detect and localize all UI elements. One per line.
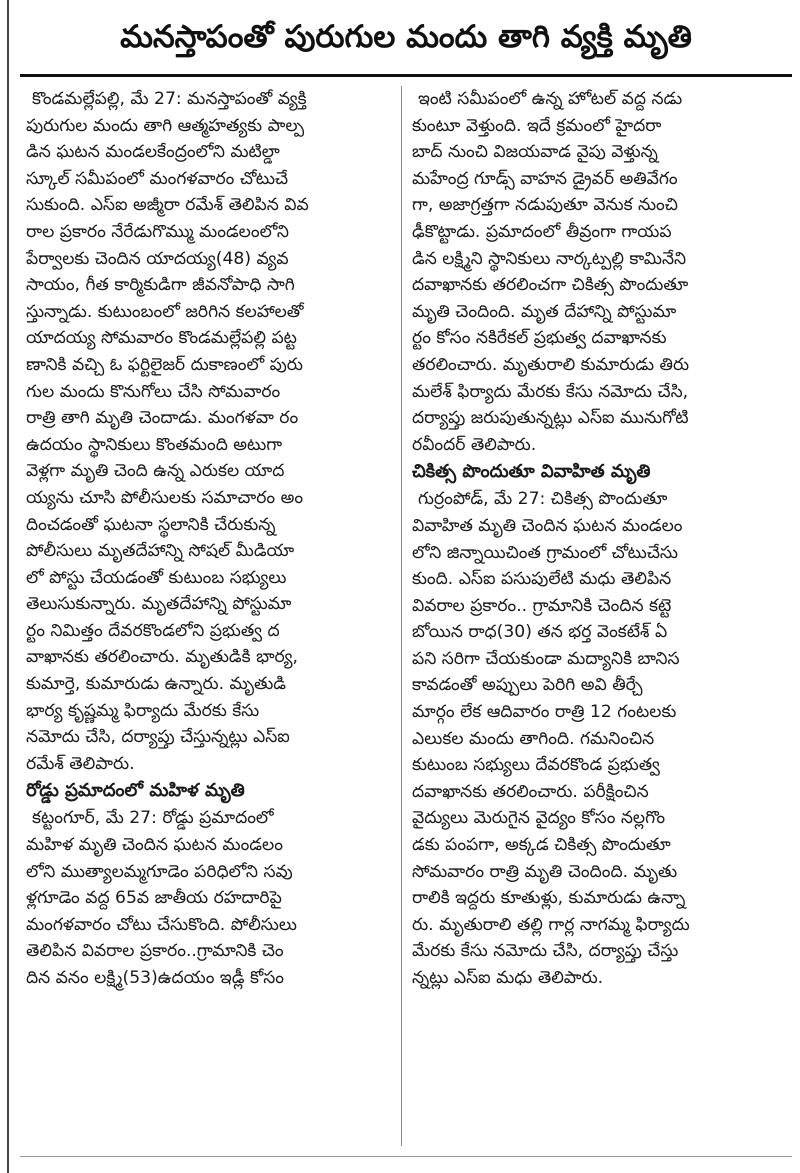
text-line: రు. మృతురాలి తల్లి గార్ల నాగమ్మ ఫిర్యాదు bbox=[412, 914, 690, 935]
headline-rule bbox=[20, 74, 792, 77]
text-line: దిన వనం లక్ష్మి(53)ఉదయం ఇడ్లీ కోసం bbox=[26, 968, 284, 988]
text-line: మృతి చెందింది. మృత దేహాన్ని పోస్టుమా bbox=[412, 301, 677, 322]
text-line: డిన లక్ష్మిని స్థానికులు నార్కట్పల్లి కామినేని bbox=[412, 248, 687, 269]
text-line: కుంటూ వెళ్తుంది. ఇదే క్రమంలో హైదరా bbox=[412, 115, 662, 136]
text-line: లో పోస్టు చేయడంతో కుటుంబ సభ్యులు bbox=[26, 567, 287, 588]
text-line: తెలిపిన వివరాల ప్రకారం..గ్రామానికి చెం bbox=[26, 941, 284, 962]
bottom-rule bbox=[20, 1156, 792, 1157]
text-line: పురుగుల మందు తాగి ఆత్మహత్యకు పాల్ప bbox=[26, 115, 305, 136]
text-line: యాదయ్య సోమవారం కొండమల్లేపల్లి పట్ట bbox=[26, 328, 297, 349]
text-line: ఢీకొట్టాడు. ప్రమాదంలో తీవ్రంగా గాయప bbox=[412, 221, 672, 242]
text-line: కుంది. ఎస్ఐ పసుపులేటి మధు తెలిపిన bbox=[412, 569, 672, 590]
text-line: ర్టం నిమిత్తం దేవరకొండలోని ప్రభుత్వ ద bbox=[26, 620, 280, 641]
text-line: వివాహిత మృతి చెందిన ఘటన మండలం bbox=[412, 515, 683, 536]
text-line: మేరకు కేసు నమోదు చేసి, దర్యాప్తు చేస్తు bbox=[412, 941, 679, 962]
text-line: డిన ఘటన మండలకేంద్రంలోని మటిల్డా bbox=[26, 142, 280, 163]
text-line: సోమవారం రాత్రి మృతి చెందింది. మృతు bbox=[412, 861, 678, 882]
text-line: దవాఖానకు తరలించారు. పరీక్షించిన bbox=[412, 781, 649, 802]
text-line: ఎలుకల మందు తాగింది. గమనించిన bbox=[412, 728, 655, 749]
text-line: స్తున్నాడు. కుటుంబంలో జరిగిన కలహాలతో bbox=[26, 301, 304, 322]
text-line: సాయం, గీత కార్మికుడిగా జీవనోపాధి సాగి bbox=[26, 275, 295, 296]
text-line: రాల ప్రకారం నేరేడుగొమ్ము మండలంలోని bbox=[26, 221, 289, 242]
text-line: దించడంతో ఘటనా స్థలానికి చేరుకున్న bbox=[26, 514, 276, 535]
text-line: వెళ్లగా మృతి చెంది ఉన్న ఎరుకల యాద bbox=[26, 461, 285, 482]
text-line: నమోదు చేసి, దర్యాప్తు చేస్తున్నట్లు ఎస్ఐ bbox=[26, 727, 290, 748]
text-line: కుమార్తె, కుమారుడు ఉన్నారు. మృతుడి bbox=[26, 674, 286, 695]
text-line: బోయిన రాధ(30) తన భర్త వెంకటేశ్ ఏ bbox=[412, 622, 668, 643]
text-line: రమేశ్ తెలిపారు. bbox=[26, 753, 135, 774]
text-line: ర్టం కోసం నకిరేకల్ ప్రభుత్వ దవాఖానకు bbox=[412, 328, 667, 349]
text-line: మలేశ్ ఫిర్యాదు మేరకు కేసు నమోదు చేసి, bbox=[412, 381, 689, 402]
text-line: రవీందర్ తెలిపారు. bbox=[412, 434, 537, 455]
right-subhead: చికిత్స పొందుతూ వివాహిత మృతి bbox=[412, 461, 651, 483]
headline: మనస్తాపంతో పురుగుల మందు తాగి వ్యక్తి మృతి bbox=[120, 19, 692, 55]
left-subhead: రోడ్డు ప్రమాదంలో మహిళ మృతి bbox=[26, 780, 245, 802]
text-line: ణానికి వచ్చి ఓ ఫర్టిలైజర్ దుకాణంలో పురు bbox=[26, 354, 303, 375]
text-line: డకు పంపగా, అక్కడ చికిత్స పొందుతూ bbox=[412, 835, 671, 856]
text-line: గా, అజాగ్రత్తగా నడుపుతూ వెనుక నుంచి bbox=[412, 195, 678, 216]
text-line: గుల మందు కొనుగోలు చేసి సోమవారం bbox=[26, 381, 281, 402]
text-line: పేర్వాలకు చెందిన యాదయ్య(48) వ్యవ bbox=[26, 248, 289, 269]
text-line: భార్య కృష్ణమ్మ ఫిర్యాదు మేరకు కేసు bbox=[26, 700, 260, 721]
text-line: వాఖానకు తరలించారు. మృతుడికి భార్య, bbox=[26, 647, 299, 668]
text-line: బాద్ నుంచి విజయవాడ వైపు వెళ్తున్న bbox=[412, 142, 658, 163]
column-divider bbox=[401, 86, 402, 1146]
text-line: లోని జిన్నాయిచింత గ్రామంలో చోటుచేసు bbox=[412, 542, 678, 563]
left-column bbox=[26, 86, 390, 992]
right-story-2-body bbox=[412, 486, 772, 991]
text-line: న్నట్లు ఎస్ఐ మధు తెలిపారు. bbox=[412, 968, 604, 988]
left-border bbox=[7, 0, 9, 1173]
right-story-body bbox=[412, 86, 772, 458]
text-line: ఉదయం స్థానికులు కొంతమంది అటుగా bbox=[26, 434, 283, 455]
text-line: ళ్లగూడెం వద్ద 65వ జాతీయ రహదారిపై bbox=[26, 888, 282, 909]
text-line: రాలికి ఇద్దరు కూతుళ్లు, కుమారుడు ఉన్నా bbox=[412, 888, 686, 909]
text-line: కావడంతో అప్పులు పెరిగి అవి తీర్చే bbox=[412, 675, 643, 696]
text-line: సుకుంది. ఎస్ఐ అజ్మీరా రమేశ్ తెలిపిన వివ bbox=[26, 195, 309, 216]
text-line: వివరాల ప్రకారం.. గ్రామానికి చెందిన కట్టె bbox=[412, 595, 672, 616]
text-line: కుటుంబ సభ్యులు దేవరకొండ ప్రభుత్వ bbox=[412, 755, 660, 776]
text-line: కట్టంగూర్, మే 27: రోడ్డు ప్రమాదంలో bbox=[32, 808, 274, 829]
text-line: వైద్యులు మెరుగైన వైద్యం కోసం నల్లగొం bbox=[412, 808, 666, 829]
left-story-2-body bbox=[26, 805, 390, 991]
text-line: పోలీసులు మృతదేహాన్ని సోషల్ మీడియా bbox=[26, 541, 295, 562]
text-line: మహిళ మృతి చెందిన ఘటన మండలం bbox=[26, 835, 283, 856]
text-line: స్కూల్ సమీపంలో మంగళవారం చోటుచే bbox=[26, 168, 289, 189]
text-line: దవాఖానకు తరలించగా చికిత్స పొందుతూ bbox=[412, 275, 689, 296]
text-line: తెలుసుకున్నారు. మృతదేహాన్ని పోస్టుమా bbox=[26, 594, 292, 615]
text-line: గుర్రంపోడ్, మే 27: చికిత్స పొందుతూ bbox=[418, 489, 668, 510]
text-line: మహేంద్ర గూడ్స్ వాహన డ్రైవర్ అతివేగం bbox=[412, 168, 678, 189]
text-line: ఇంటి సమీపంలో ఉన్న హోటల్ వద్ద నడు bbox=[418, 89, 683, 109]
text-line: పని సరిగా చేయకుండా మద్యానికి బానిస bbox=[412, 648, 680, 669]
right-column bbox=[412, 86, 772, 992]
text-line: కొండమల్లేపల్లి, మే 27: మనస్తాపంతో వ్యక్తి bbox=[32, 89, 307, 109]
text-line: దర్యాప్తు జరుపుతున్నట్లు ఎస్ఐ మునుగోటి bbox=[412, 408, 689, 429]
text-line: రాత్రి తాగి మృతి చెందాడు. మంగళవా రం bbox=[26, 408, 299, 429]
left-story-body bbox=[26, 86, 390, 777]
text-line: మంగళవారం చోటు చేసుకొంది. పోలీసులు bbox=[26, 914, 297, 935]
text-line: య్యను చూసి పోలీసులకు సమాచారం అం bbox=[26, 487, 304, 508]
text-line: తరలించారు. మృతురాలి కుమారుడు తిరు bbox=[412, 354, 690, 375]
text-line: మార్గం లేక ఆదివారం రాత్రి 12 గంటలకు bbox=[412, 702, 677, 723]
text-line: లోని ముత్యాలమ్మగూడెం పరిధిలోని సవు bbox=[26, 861, 293, 882]
